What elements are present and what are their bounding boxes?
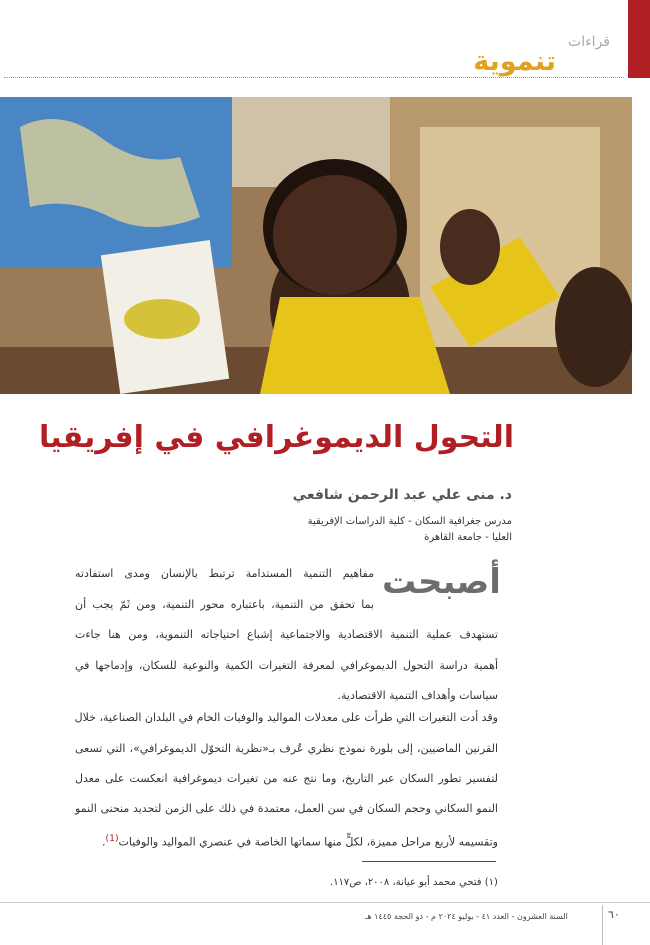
drop-cap-word: أصبحت bbox=[382, 562, 501, 602]
body-line: وقد أدت التغيرات التي طرأت على معدلات المواليد والوفيات الخام في البلدان الصناعية، خلال bbox=[74, 711, 498, 724]
author-affiliation-line-1: مدرس جغرافية السكان - كلية الدراسات الإفريقية bbox=[307, 516, 512, 527]
header-divider bbox=[4, 77, 624, 78]
body-line: بما تحقق من التنمية، باعتباره محور التنمية، ومن ثَمّ يجب أن bbox=[75, 598, 374, 611]
page-number: ٦٠ bbox=[608, 908, 620, 921]
photo-illustration bbox=[0, 97, 632, 394]
section-category-label: قراءات bbox=[568, 34, 610, 50]
end-punctuation: . bbox=[102, 835, 106, 849]
footnote-reference: (1) bbox=[105, 833, 119, 844]
footnote-divider bbox=[362, 861, 496, 862]
body-line: مفاهيم التنمية المستدامة ترتبط بالإنسان ومدى استفادته bbox=[75, 567, 374, 580]
footer-divider bbox=[0, 902, 650, 903]
body-line: القرنين الماضيين، إلى بلورة نموذج نظري عُرف بـ«نظرية التحوّل الديموغرافي»، التي تسعى bbox=[75, 742, 498, 755]
article-photo bbox=[0, 97, 632, 394]
body-line-text: وتقسيمه لأربع مراحل مميزة، لكلٍّ منها سماتها الخاصة في عنصري المواليد والوفيات bbox=[118, 835, 498, 849]
body-line-final bbox=[75, 831, 498, 847]
footer-separator bbox=[602, 905, 603, 945]
body-line: لتفسير تطور السكان عبر التاريخ، وما نتج عنه من تغيرات ديموغرافية انعكست على معدل bbox=[75, 772, 498, 785]
author-affiliation-line-2: العليا - جامعة القاهرة bbox=[424, 532, 512, 543]
author-name: د. منى علي عبد الرحمن شافعي bbox=[292, 487, 512, 503]
body-line: سياسات وأهداف التنمية الاقتصادية. bbox=[337, 689, 498, 702]
body-line: أهمية دراسة التحول الديموغرافي لمعرفة التغيرات الكمية والنوعية للسكان، وإدماجها في bbox=[75, 659, 498, 672]
section-name-label: تنموية bbox=[473, 46, 556, 77]
footnote-text: (١) فتحي محمد أبو عيانة، ٢٠٠٨، ص١١٧. bbox=[330, 877, 498, 888]
article-title: التحول الديموغرافي في إفريقيا bbox=[38, 420, 514, 455]
section-color-tab bbox=[628, 0, 650, 78]
journal-info: السنة العشرون - العدد ٤١ - يوليو ٢٠٢٤ م - ذو الحجة ١٤٤٥ هـ bbox=[365, 912, 568, 921]
body-line: النمو السكاني وحجم السكان في سن العمل، معتمدة في ذلك على الزمن لتحديد منحنى النمو bbox=[75, 802, 498, 815]
body-line: تستهدف عملية التنمية الاقتصادية والاجتماعية إشباع احتياجاته التنموية، ومن هنا جاءت bbox=[75, 628, 498, 641]
